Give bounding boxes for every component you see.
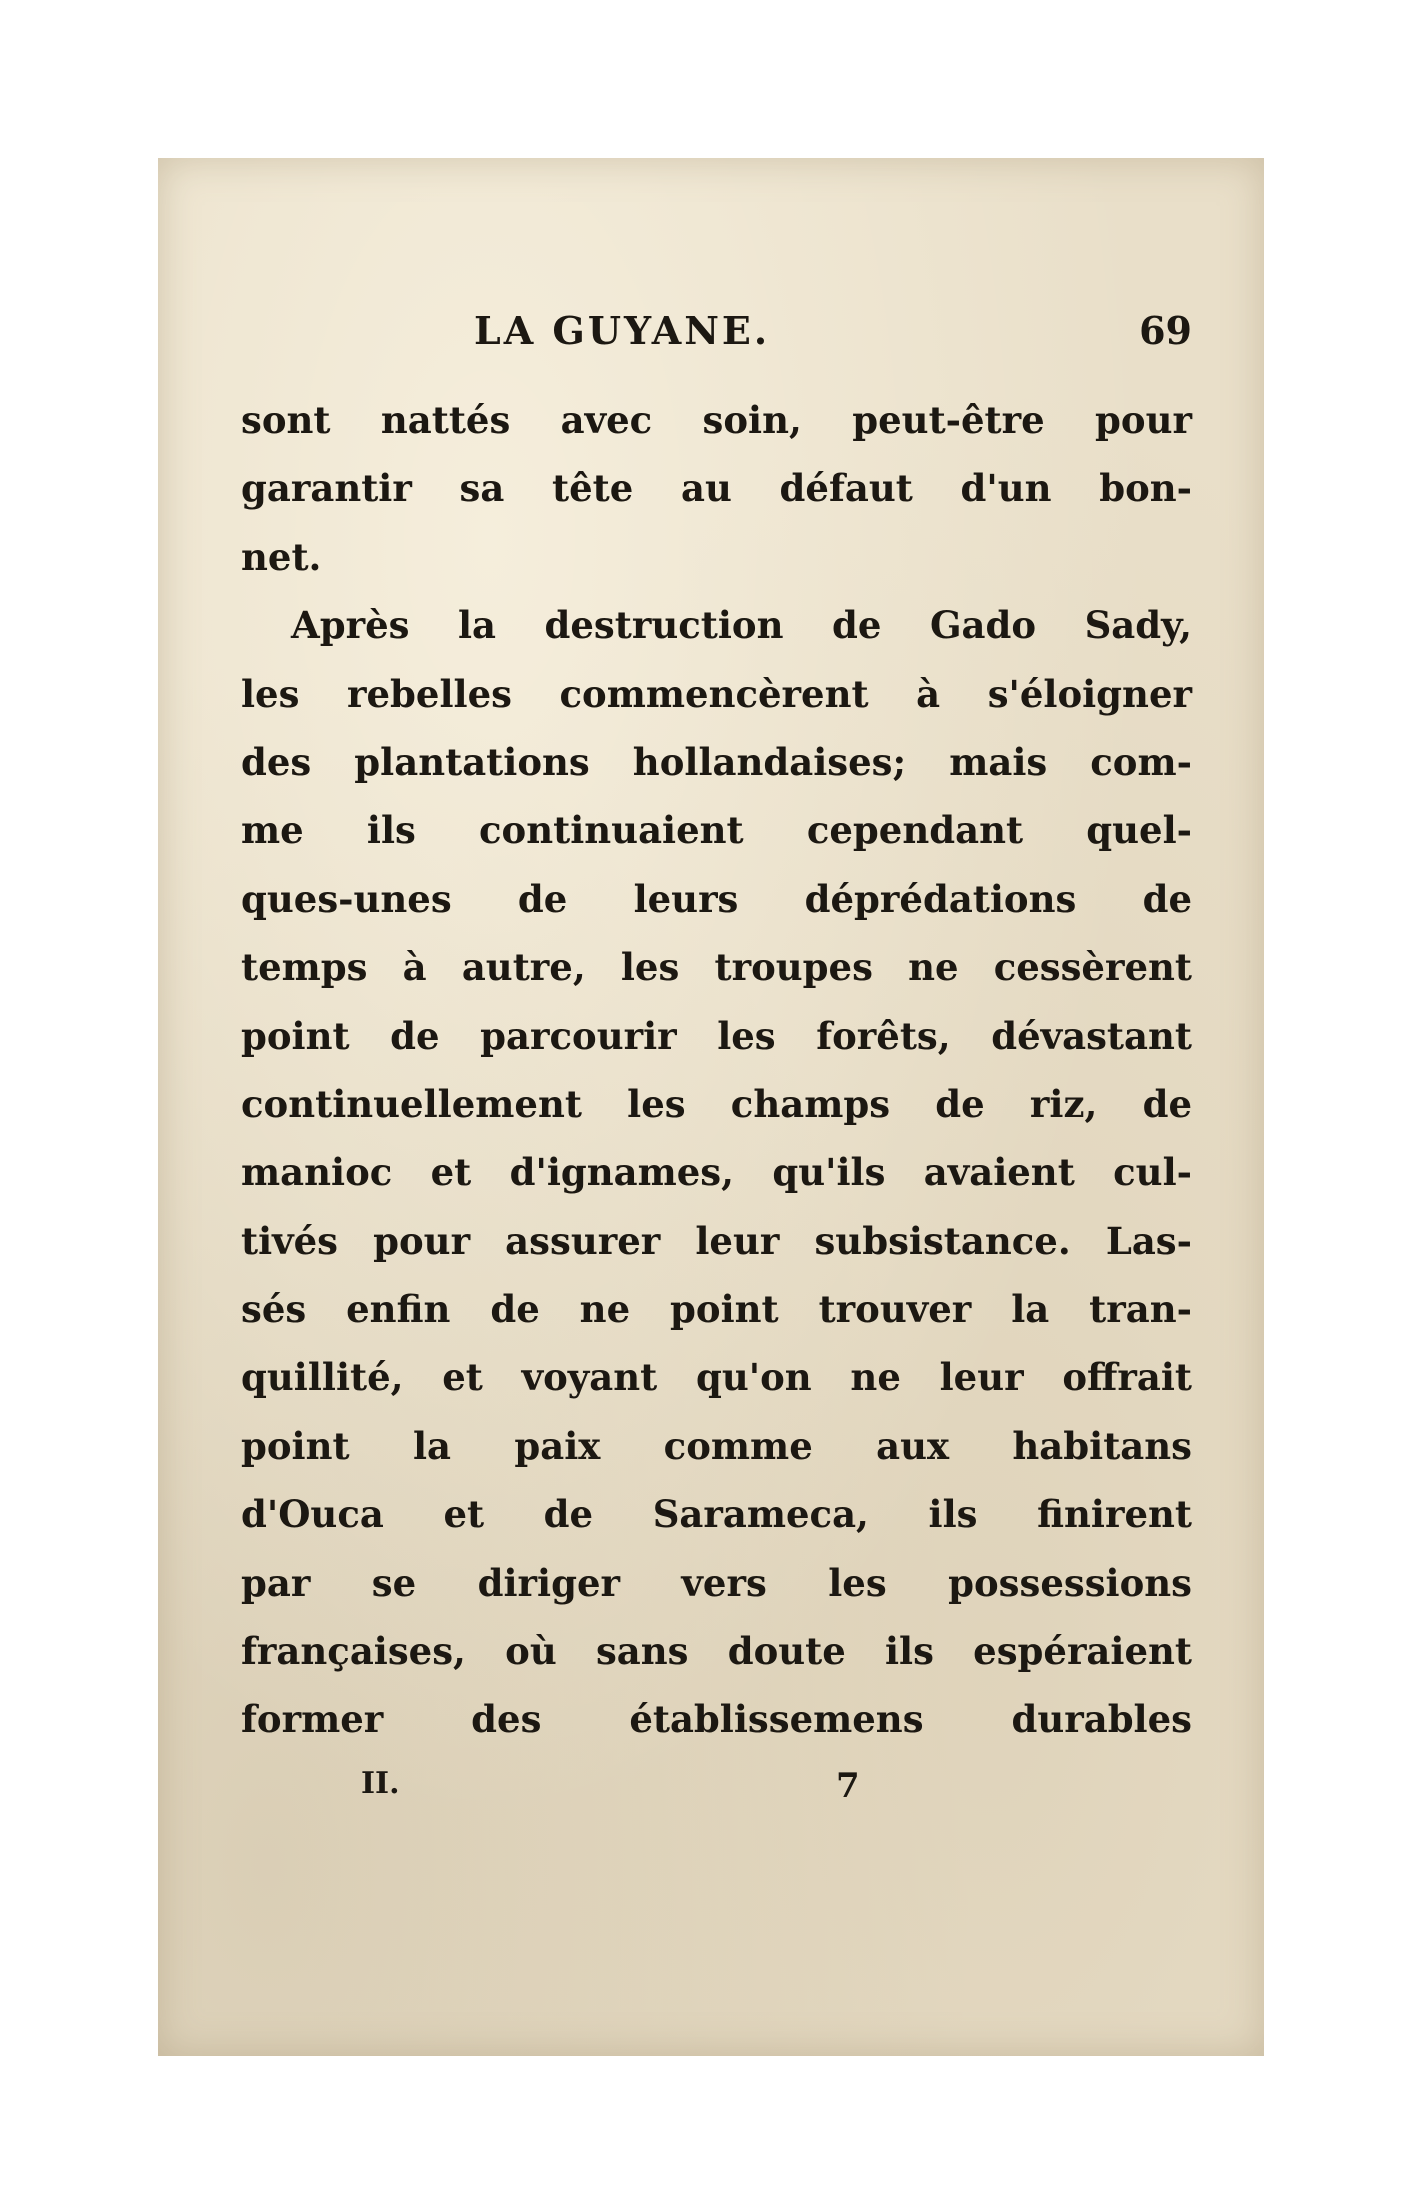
text-line: sés enfin de ne point trouver la tran- [241,1287,1192,1332]
text-line: ques-unes de leurs déprédations de [241,876,1192,921]
text-line: manioc et d'ignames, qu'ils avaient cul- [241,1150,1192,1195]
text-line: tivés pour assurer leur subsistance. Las- [241,1218,1192,1263]
text-line: les rebelles commencèrent à s'éloigner [241,671,1192,716]
page-number: 69 [1139,308,1192,353]
page-footer [361,1766,1061,1816]
text-line: françaises, où sans doute ils espéraient [241,1629,1192,1674]
running-head [474,308,1192,368]
sheet-number: 7 [836,1766,860,1806]
text-line: quillité, et voyant qu'on ne leur offrait [241,1355,1192,1400]
text-line: temps à autre, les troupes ne cessèrent [241,945,1192,990]
signature-mark: II. [361,1766,400,1801]
text-line: garantir sa tête au défaut d'un bon- [241,466,1192,511]
running-title: LA GUYANE. [474,308,771,353]
text-line: Après la destruction de Gado Sady, [291,603,1192,648]
text-line: former des établissemens durables [241,1697,1192,1742]
text-line: point de parcourir les forêts, dévastant [241,1013,1192,1058]
text-line: sont nattés avec soin, peut-être pour [241,398,1192,442]
text-line: continuellement les champs de riz, de [241,1081,1192,1126]
text-line: des plantations hollandaises; mais com- [241,739,1192,784]
book-page [158,158,1264,2056]
text-line: d'Ouca et de Sarameca, ils finirent [241,1492,1192,1537]
text-line: par se diriger vers les possessions [241,1560,1192,1605]
text-line: point la paix comme aux habitans [241,1423,1192,1468]
text-line: net. [241,534,322,579]
text-line: me ils continuaient cependant quel- [241,808,1192,853]
body-text [241,386,1192,1754]
